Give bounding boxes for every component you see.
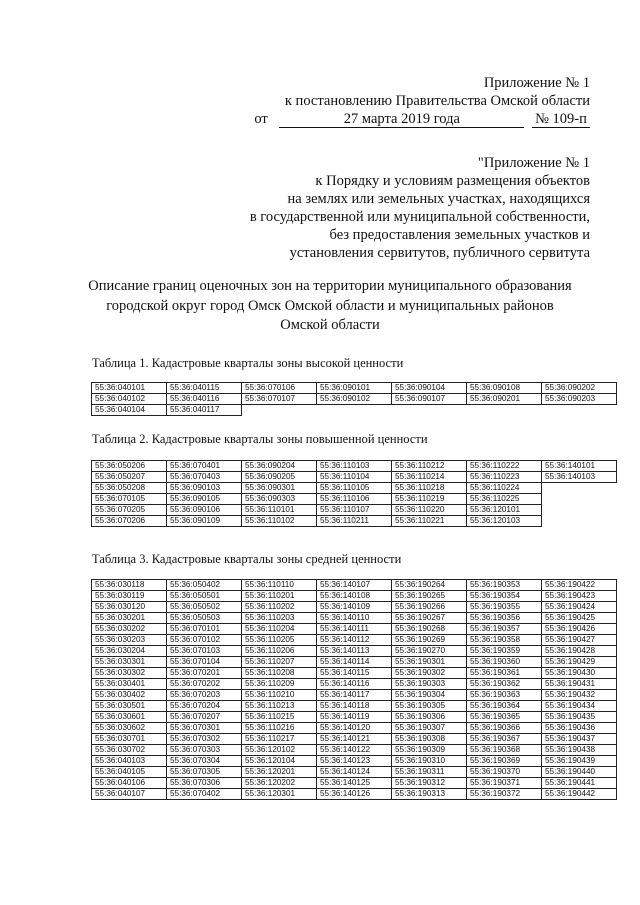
table-cell: 55:36:070305 [167, 767, 242, 778]
table-cell: 55:36:090104 [392, 383, 467, 394]
table-2-caption: Таблица 2. Кадастровые кварталы зоны повышенной ценности [92, 432, 428, 446]
table-cell: 55:36:190371 [467, 778, 542, 789]
table-cell: 55:36:090301 [242, 483, 317, 494]
table-cell: 55:36:190268 [392, 624, 467, 635]
table-3 [91, 579, 617, 800]
table-cell: 55:36:070304 [167, 756, 242, 767]
resolution-date: 27 марта 2019 года [279, 112, 524, 128]
resolution-date-line [254, 110, 590, 128]
subheader-line: на землях или земельных участках, находящихся [287, 191, 590, 207]
table-row [92, 624, 617, 635]
table-cell: 55:36:190439 [542, 756, 617, 767]
table-cell: 55:36:040115 [167, 383, 242, 394]
table-cell: 55:36:140103 [542, 472, 617, 483]
table-cell: 55:36:140111 [317, 624, 392, 635]
table-cell: 55:36:110222 [467, 461, 542, 472]
table-cell: 55:36:070107 [242, 394, 317, 405]
table-cell: 55:36:190442 [542, 789, 617, 800]
table-cell: 55:36:140110 [317, 613, 392, 624]
table-cell: 55:36:190370 [467, 767, 542, 778]
table-cell: 55:36:110221 [392, 516, 467, 527]
table-cell: 55:36:110214 [392, 472, 467, 483]
table-cell: 55:36:190307 [392, 723, 467, 734]
table-row [92, 646, 617, 657]
table-cell: 55:36:110101 [242, 505, 317, 516]
table-cell: 55:36:190266 [392, 602, 467, 613]
table-cell: 55:36:070402 [167, 789, 242, 800]
table-cell: 55:36:110207 [242, 657, 317, 668]
table-1-caption: Таблица 1. Кадастровые кварталы зоны высокой ценности [92, 356, 404, 370]
table-cell: 55:36:140107 [317, 580, 392, 591]
table-cell: 55:36:120202 [242, 778, 317, 789]
table-cell: 55:36:190427 [542, 635, 617, 646]
table-cell: 55:36:190437 [542, 734, 617, 745]
table-cell: 55:36:120101 [467, 505, 542, 516]
table-cell: 55:36:090108 [467, 383, 542, 394]
table-cell: 55:36:110104 [317, 472, 392, 483]
document-title [60, 277, 600, 336]
table-cell: 55:36:030301 [92, 657, 167, 668]
table-cell [467, 405, 542, 416]
table-row [92, 483, 617, 494]
table-cell: 55:36:190303 [392, 679, 467, 690]
table-cell: 55:36:190267 [392, 613, 467, 624]
table-cell [317, 405, 392, 416]
subheader-line: "Приложение № 1 [477, 155, 590, 171]
table-cell: 55:36:190430 [542, 668, 617, 679]
table-cell: 55:36:110102 [242, 516, 317, 527]
table-cell: 55:36:110219 [392, 494, 467, 505]
table-cell: 55:36:140124 [317, 767, 392, 778]
resolution-number: № 109-п [532, 112, 590, 128]
table-cell: 55:36:140109 [317, 602, 392, 613]
table-cell: 55:36:110213 [242, 701, 317, 712]
table-cell: 55:36:190422 [542, 580, 617, 591]
table-cell: 55:36:110204 [242, 624, 317, 635]
table-cell: 55:36:030401 [92, 679, 167, 690]
table-cell: 55:36:190302 [392, 668, 467, 679]
table-cell: 55:36:190353 [467, 580, 542, 591]
table-cell: 55:36:070202 [167, 679, 242, 690]
table-cell [542, 483, 617, 494]
table-2 [91, 460, 617, 527]
table-cell: 55:36:190436 [542, 723, 617, 734]
table-cell: 55:36:110225 [467, 494, 542, 505]
table-row [92, 472, 617, 483]
table-cell: 55:36:140121 [317, 734, 392, 745]
table-cell: 55:36:190360 [467, 657, 542, 668]
table-cell [542, 505, 617, 516]
table-cell: 55:36:090201 [467, 394, 542, 405]
subheader-line: в государственной или муниципальной собственности, [249, 209, 590, 225]
table-cell: 55:36:190423 [542, 591, 617, 602]
table-cell: 55:36:050402 [167, 580, 242, 591]
table-cell: 55:36:090101 [317, 383, 392, 394]
table-cell: 55:36:120201 [242, 767, 317, 778]
table-cell: 55:36:090103 [167, 483, 242, 494]
table-cell: 55:36:110203 [242, 613, 317, 624]
table-cell: 55:36:190432 [542, 690, 617, 701]
table-cell: 55:36:190359 [467, 646, 542, 657]
table-cell: 55:36:030402 [92, 690, 167, 701]
table-cell: 55:36:190357 [467, 624, 542, 635]
table-cell: 55:36:190355 [467, 602, 542, 613]
table-cell: 55:36:110217 [242, 734, 317, 745]
table-cell: 55:36:090202 [542, 383, 617, 394]
table-cell: 55:36:190366 [467, 723, 542, 734]
table-row [92, 723, 617, 734]
table-cell: 55:36:190308 [392, 734, 467, 745]
table-row [92, 668, 617, 679]
table-cell: 55:36:030120 [92, 602, 167, 613]
table-cell: 55:36:070206 [92, 516, 167, 527]
table-cell: 55:36:140112 [317, 635, 392, 646]
table-cell: 55:36:110211 [317, 516, 392, 527]
table-cell: 55:36:070105 [92, 494, 167, 505]
table-1 [91, 382, 617, 416]
table-cell: 55:36:090303 [242, 494, 317, 505]
table-cell: 55:36:030601 [92, 712, 167, 723]
table-cell: 55:36:070403 [167, 472, 242, 483]
table-cell: 55:36:030701 [92, 734, 167, 745]
table-cell: 55:36:050503 [167, 613, 242, 624]
table-row [92, 657, 617, 668]
table-row [92, 602, 617, 613]
table-cell: 55:36:030201 [92, 613, 167, 624]
table-cell: 55:36:120103 [467, 516, 542, 527]
table-cell: 55:36:030302 [92, 668, 167, 679]
table-cell: 55:36:030118 [92, 580, 167, 591]
table-cell: 55:36:190425 [542, 613, 617, 624]
table-cell: 55:36:140126 [317, 789, 392, 800]
table-cell: 55:36:040102 [92, 394, 167, 405]
table-cell: 55:36:110106 [317, 494, 392, 505]
table-cell [242, 405, 317, 416]
table-cell: 55:36:140118 [317, 701, 392, 712]
table-cell: 55:36:140113 [317, 646, 392, 657]
table-cell: 55:36:050206 [92, 461, 167, 472]
resolution-reference: к постановлению Правительства Омской области [284, 93, 590, 109]
table-row [92, 756, 617, 767]
table-cell: 55:36:070301 [167, 723, 242, 734]
table-cell: 55:36:070101 [167, 624, 242, 635]
table-cell: 55:36:190363 [467, 690, 542, 701]
table-cell: 55:36:070201 [167, 668, 242, 679]
subheader-line: к Порядку и условиям размещения объектов [315, 173, 590, 189]
table-cell: 55:36:190441 [542, 778, 617, 789]
table-cell: 55:36:070103 [167, 646, 242, 657]
table-cell: 55:36:090109 [167, 516, 242, 527]
table-cell: 55:36:030203 [92, 635, 167, 646]
table-cell: 55:36:190264 [392, 580, 467, 591]
table-cell: 55:36:190372 [467, 789, 542, 800]
table-row [92, 405, 617, 416]
table-cell: 55:36:190365 [467, 712, 542, 723]
table-cell: 55:36:190438 [542, 745, 617, 756]
table-cell: 55:36:190301 [392, 657, 467, 668]
table-cell: 55:36:070204 [167, 701, 242, 712]
table-cell: 55:36:140101 [542, 461, 617, 472]
table-cell: 55:36:110205 [242, 635, 317, 646]
table-row [92, 383, 617, 394]
table-row [92, 701, 617, 712]
subheader-line: установления сервитутов, публичного сервитута [289, 245, 590, 261]
table-row [92, 635, 617, 646]
table-cell: 55:36:190304 [392, 690, 467, 701]
table-cell: 55:36:190369 [467, 756, 542, 767]
table-cell: 55:36:050501 [167, 591, 242, 602]
table-cell: 55:36:140123 [317, 756, 392, 767]
table-cell: 55:36:140114 [317, 657, 392, 668]
table-cell: 55:36:040107 [92, 789, 167, 800]
table-cell: 55:36:120301 [242, 789, 317, 800]
table-cell: 55:36:090102 [317, 394, 392, 405]
table-cell: 55:36:030602 [92, 723, 167, 734]
table-cell: 55:36:110223 [467, 472, 542, 483]
table-cell: 55:36:190354 [467, 591, 542, 602]
table-cell: 55:36:190270 [392, 646, 467, 657]
table-cell: 55:36:110105 [317, 483, 392, 494]
table-cell: 55:36:110201 [242, 591, 317, 602]
table-cell: 55:36:190309 [392, 745, 467, 756]
table-cell: 55:36:040103 [92, 756, 167, 767]
table-cell: 55:36:190313 [392, 789, 467, 800]
table-cell: 55:36:050207 [92, 472, 167, 483]
table-cell: 55:36:190265 [392, 591, 467, 602]
table-cell: 55:36:030501 [92, 701, 167, 712]
table-cell: 55:36:030702 [92, 745, 167, 756]
title-line: городской округ город Омск Омской области и муниципальных районов [106, 297, 554, 314]
table-cell: 55:36:090205 [242, 472, 317, 483]
table-cell: 55:36:110212 [392, 461, 467, 472]
table-row [92, 745, 617, 756]
table-cell: 55:36:030202 [92, 624, 167, 635]
table-row [92, 778, 617, 789]
table-cell: 55:36:090204 [242, 461, 317, 472]
table-row [92, 613, 617, 624]
table-cell: 55:36:050502 [167, 602, 242, 613]
table-cell: 55:36:030204 [92, 646, 167, 657]
table-cell: 55:36:070207 [167, 712, 242, 723]
table-cell: 55:36:040105 [92, 767, 167, 778]
table-row [92, 394, 617, 405]
table-row [92, 789, 617, 800]
table-cell: 55:36:040116 [167, 394, 242, 405]
table-row [92, 734, 617, 745]
table-cell: 55:36:040117 [167, 405, 242, 416]
subheader-line: без предоставления земельных участков и [329, 227, 590, 243]
table-cell: 55:36:110107 [317, 505, 392, 516]
table-cell: 55:36:090106 [167, 505, 242, 516]
table-cell: 55:36:190440 [542, 767, 617, 778]
table-cell: 55:36:120102 [242, 745, 317, 756]
table-row [92, 690, 617, 701]
table-cell: 55:36:090105 [167, 494, 242, 505]
table-cell: 55:36:110218 [392, 483, 467, 494]
table-cell: 55:36:070303 [167, 745, 242, 756]
table-cell: 55:36:190431 [542, 679, 617, 690]
table-row [92, 461, 617, 472]
table-row [92, 505, 617, 516]
table-cell: 55:36:120104 [242, 756, 317, 767]
table-row [92, 679, 617, 690]
title-line: Омской области [280, 317, 380, 333]
table-3-caption: Таблица 3. Кадастровые кварталы зоны средней ценности [92, 552, 402, 566]
table-cell: 55:36:070203 [167, 690, 242, 701]
table-cell: 55:36:190426 [542, 624, 617, 635]
from-label: от [254, 111, 268, 127]
table-cell: 55:36:110215 [242, 712, 317, 723]
table-cell: 55:36:190361 [467, 668, 542, 679]
table-row [92, 516, 617, 527]
table-cell: 55:36:140122 [317, 745, 392, 756]
table-cell: 55:36:110208 [242, 668, 317, 679]
table-cell: 55:36:140117 [317, 690, 392, 701]
table-row [92, 580, 617, 591]
table-row [92, 494, 617, 505]
table-cell: 55:36:190312 [392, 778, 467, 789]
table-cell: 55:36:190305 [392, 701, 467, 712]
table-cell: 55:36:190429 [542, 657, 617, 668]
table-cell: 55:36:110103 [317, 461, 392, 472]
table-cell: 55:36:190306 [392, 712, 467, 723]
table-cell: 55:36:190434 [542, 701, 617, 712]
table-cell: 55:36:110110 [242, 580, 317, 591]
table-cell: 55:36:190358 [467, 635, 542, 646]
table-cell [542, 494, 617, 505]
table-row [92, 767, 617, 778]
table-cell: 55:36:190356 [467, 613, 542, 624]
table-cell: 55:36:040101 [92, 383, 167, 394]
table-cell: 55:36:190368 [467, 745, 542, 756]
table-cell: 55:36:070102 [167, 635, 242, 646]
table-cell [392, 405, 467, 416]
table-cell: 55:36:040106 [92, 778, 167, 789]
table-cell: 55:36:040104 [92, 405, 167, 416]
table-cell: 55:36:110209 [242, 679, 317, 690]
table-cell: 55:36:110216 [242, 723, 317, 734]
table-cell: 55:36:070306 [167, 778, 242, 789]
table-cell: 55:36:070205 [92, 505, 167, 516]
table-cell: 55:36:110202 [242, 602, 317, 613]
table-cell: 55:36:190310 [392, 756, 467, 767]
table-row [92, 591, 617, 602]
table-cell: 55:36:110220 [392, 505, 467, 516]
table-cell [542, 405, 617, 416]
table-cell: 55:36:190367 [467, 734, 542, 745]
table-cell: 55:36:050208 [92, 483, 167, 494]
table-cell: 55:36:090203 [542, 394, 617, 405]
table-cell: 55:36:110206 [242, 646, 317, 657]
table-cell: 55:36:140108 [317, 591, 392, 602]
table-cell: 55:36:030119 [92, 591, 167, 602]
table-cell: 55:36:090107 [392, 394, 467, 405]
table-cell: 55:36:190424 [542, 602, 617, 613]
table-cell: 55:36:140125 [317, 778, 392, 789]
table-cell: 55:36:190362 [467, 679, 542, 690]
table-cell: 55:36:140119 [317, 712, 392, 723]
appendix-heading: Приложение № 1 [483, 75, 590, 91]
table-cell: 55:36:190428 [542, 646, 617, 657]
table-cell: 55:36:190311 [392, 767, 467, 778]
table-cell: 55:36:190269 [392, 635, 467, 646]
table-cell [542, 516, 617, 527]
table-cell: 55:36:070302 [167, 734, 242, 745]
table-cell: 55:36:070104 [167, 657, 242, 668]
table-cell: 55:36:070401 [167, 461, 242, 472]
table-cell: 55:36:140120 [317, 723, 392, 734]
title-line: Описание границ оценочных зон на территории муниципального образования [88, 278, 572, 294]
table-cell: 55:36:190435 [542, 712, 617, 723]
table-cell: 55:36:110224 [467, 483, 542, 494]
table-cell: 55:36:140115 [317, 668, 392, 679]
table-cell: 55:36:190364 [467, 701, 542, 712]
table-cell: 55:36:140116 [317, 679, 392, 690]
table-cell: 55:36:110210 [242, 690, 317, 701]
table-row [92, 712, 617, 723]
table-cell: 55:36:070106 [242, 383, 317, 394]
